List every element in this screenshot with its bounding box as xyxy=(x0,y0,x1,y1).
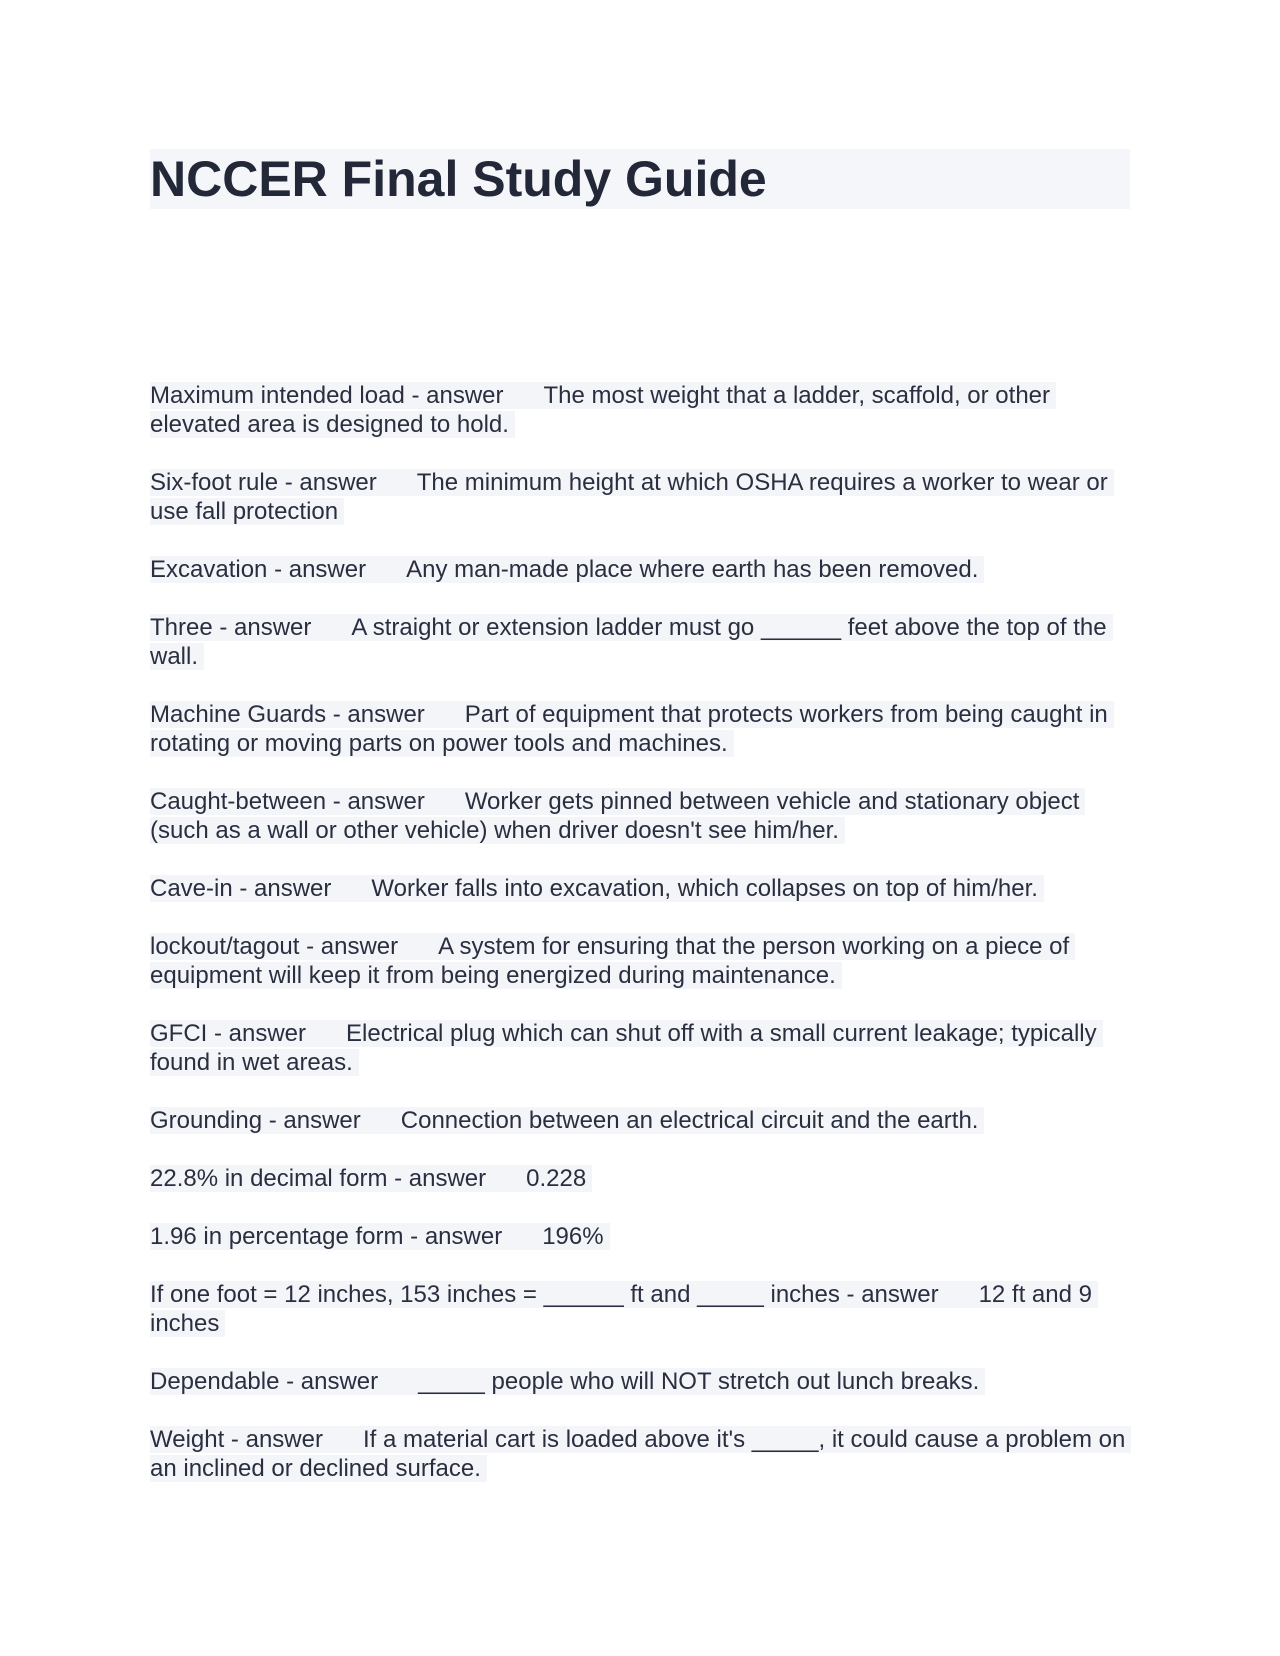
entry-definition: Part of equipment that protects workers from being caught in rotating or moving parts on power tools and machines. xyxy=(150,701,1108,757)
entry-definition: Worker falls into excavation, which collapses on top of him/her. xyxy=(371,875,1038,902)
list-item xyxy=(150,468,1130,526)
list-item xyxy=(150,700,1130,758)
entry-term: If one foot = 12 inches, 153 inches = ______ ft and _____ inches - answer xyxy=(150,1281,939,1308)
entry-definition: If a material cart is loaded above it's _____, it could cause a problem on an inclined or declined surface. xyxy=(150,1426,1126,1482)
entry-definition: A straight or extension ladder must go ______ feet above the top of the wall. xyxy=(150,614,1107,670)
list-item xyxy=(150,1106,1130,1135)
entry-term: Cave-in - answer xyxy=(150,875,332,902)
entry-definition: _____ people who will NOT stretch out lunch breaks. xyxy=(418,1368,980,1395)
page-title: NCCER Final Study Guide xyxy=(150,149,1130,209)
entry-definition: Any man-made place where earth has been removed. xyxy=(406,556,979,583)
list-item xyxy=(150,1222,1130,1251)
list-item xyxy=(150,381,1130,439)
study-entries xyxy=(150,381,1130,1512)
entry-term: Maximum intended load - answer xyxy=(150,382,504,409)
entry-term: 1.96 in percentage form - answer xyxy=(150,1223,503,1250)
entry-definition: The most weight that a ladder, scaffold, or other elevated area is designed to hold. xyxy=(150,382,1051,438)
entry-definition: 0.228 xyxy=(526,1165,587,1192)
entry-term: Dependable - answer xyxy=(150,1368,379,1395)
list-item xyxy=(150,932,1130,990)
list-item xyxy=(150,1280,1130,1338)
entry-term: Machine Guards - answer xyxy=(150,701,425,728)
entry-definition: The minimum height at which OSHA requires a worker to wear or use fall protection xyxy=(150,469,1108,525)
entry-definition: Connection between an electrical circuit and the earth. xyxy=(400,1107,979,1134)
entry-term: Three - answer xyxy=(150,614,312,641)
list-item xyxy=(150,613,1130,671)
entry-definition: A system for ensuring that the person working on a piece of equipment will keep it from being energized during maintenance. xyxy=(150,933,1070,989)
entry-term: Grounding - answer xyxy=(150,1107,361,1134)
entry-term: 22.8% in decimal form - answer xyxy=(150,1165,487,1192)
entry-term: Excavation - answer xyxy=(150,556,367,583)
list-item xyxy=(150,1367,1130,1396)
entry-term: lockout/tagout - answer xyxy=(150,933,399,960)
entry-definition: 12 ft and 9 inches xyxy=(150,1281,1092,1337)
list-item xyxy=(150,1164,1130,1193)
entry-definition: Electrical plug which can shut off with a small current leakage; typically found in wet areas. xyxy=(150,1020,1097,1076)
list-item xyxy=(150,1019,1130,1077)
entry-term: GFCI - answer xyxy=(150,1020,307,1047)
entry-definition: 196% xyxy=(542,1223,604,1250)
entry-term: Caught-between - answer xyxy=(150,788,425,815)
list-item xyxy=(150,874,1130,903)
document-page xyxy=(150,149,1130,1482)
list-item xyxy=(150,787,1130,845)
entry-term: Weight - answer xyxy=(150,1426,323,1453)
entry-definition: Worker gets pinned between vehicle and stationary object (such as a wall or other vehicle) when driver doesn't see him/her. xyxy=(150,788,1080,844)
list-item xyxy=(150,1425,1130,1483)
entry-term: Six-foot rule - answer xyxy=(150,469,377,496)
list-item xyxy=(150,555,1130,584)
